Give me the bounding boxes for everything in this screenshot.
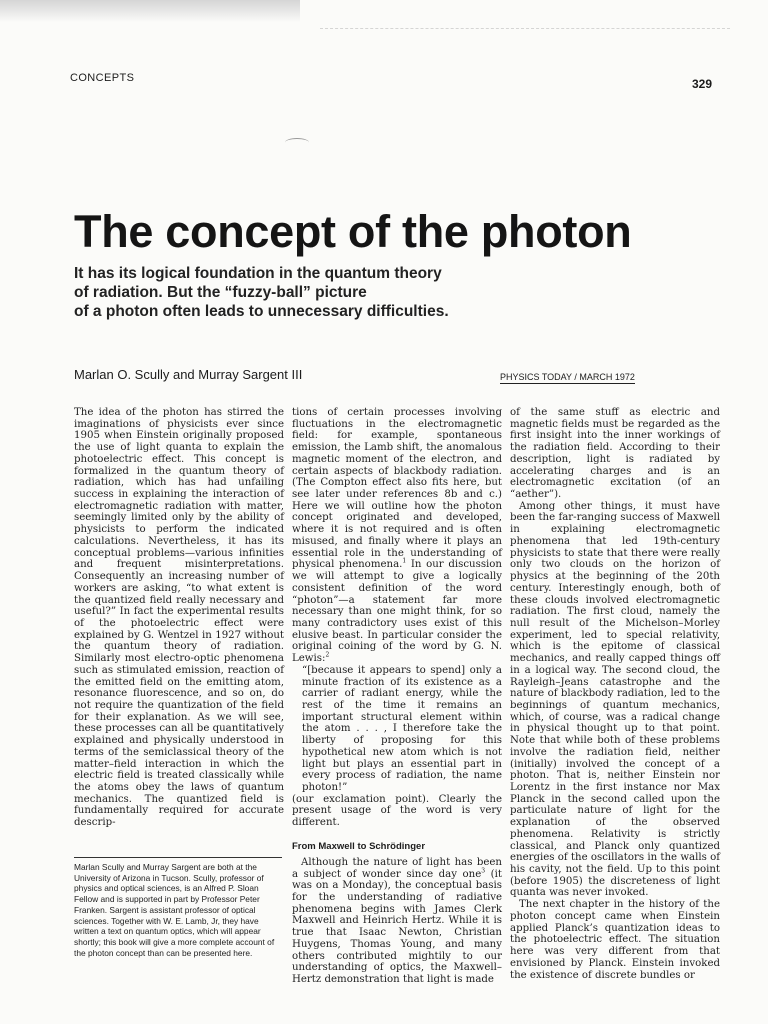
- footnote-ref: 2: [325, 651, 330, 659]
- page-number: 329: [691, 77, 712, 91]
- article-title: The concept of the photon: [74, 206, 632, 257]
- paragraph: [292, 407, 502, 665]
- paragraph-text: In our discussion we will attempt to give a logically consistent definition of the word “photon”—a statement far more necessary than one might think, for so many contradictory uses exist of this elusive beast. In particular consider the original coining of the word by G. N. Lewis:: [292, 559, 502, 665]
- paragraph-text: tions of certain processes involving fluctuations in the electromagnetic field: for example, spontaneous emission, the Lamb shift, the anomalous magnetic moment of the electron, and certain aspects of blackbody radiation. (The Compton effect also fits here, but see later under references 8b and c.) Here we will outline how the photon concept originated and developed, where it is not required and is often misused, and finally where it plays an essential role in the understanding of physical phenomena.: [292, 407, 502, 571]
- author-bio-note: Marlan Scully and Murray Sargent are both at the University of Arizona in Tucson. Scully, professor of physics and optical sciences, is an Alfred P. Sloan Fellow and is supported in part by Professor Peter Franken. Sargent is assistant professor of optical sciences. Together with W. E. Lamb, Jr, they have written a text on quantum optics, which will appear shortly; this book will give a more complete account of the photon concept than can be presented here.: [74, 857, 282, 958]
- subtitle-line: of a photon often leads to unnecessary difficulties.: [74, 303, 449, 320]
- text-column-1: [74, 407, 284, 829]
- paragraph: The idea of the photon has stirred the imaginations of physicists ever since 1905 when Einstein originally proposed the use of light quanta to explain the photoelectric effect. This concept is formalized in the quantum theory of radiation, which has had unfailing success in explaining the interaction of electromagnetic radiation with matter, seemingly limited only by the ability of physicists to perform the indicated calculations. Nevertheless, it has its conceptual problems—various infinities and frequent misinterpretations. Consequently an increasing number of workers are asking, “to what extent is the quantized field really necessary and useful?” In fact the experimental results of the photoelectric effect were explained by G. Wentzel in 1927 without the quantum theory of radiation. Similarly most electro-optic phenomena such as stimulated emission, reaction of the emitted field on the emitting atom, resonance fluorescence, and so on, do not require the quantization of the field for their explanation. As we will see, these processes can all be quantitatively explained and physically understood in terms of the semiclassical theory of the matter–field interaction in which the electric field is treated classically while the atoms obey the laws of quantum mechanics. The quantized field is fundamentally required for accurate descrip-: [74, 407, 284, 829]
- journal-citation: PHYSICS TODAY / MARCH 1972: [500, 372, 635, 382]
- footnote-ref: 1: [402, 557, 407, 565]
- subtitle-line: It has its logical foundation in the quantum theory: [74, 265, 442, 282]
- text-column-3: [510, 407, 720, 981]
- paragraph: The next chapter in the history of the photon concept came when Einstein applied Planck’s quantization ideas to the photoelectric effect. The situation here was very different from that envisioned by Planck. Einstein invoked the existence of discrete bundles or: [510, 899, 720, 981]
- text-column-2: [292, 407, 502, 986]
- scan-artifact-dots: [320, 28, 730, 35]
- article-subtitle: [74, 264, 544, 321]
- paragraph-text: Although the nature of light has been a subject of wonder since day one: [292, 856, 502, 880]
- section-heading: From Maxwell to Schrödinger: [292, 840, 426, 852]
- paragraph: [292, 857, 502, 986]
- paragraph: of the same stuff as electric and magnetic fields must be regarded as the first insight into the inner workings of the radiation field. According to their description, light is radiated by accelerating charges and is an electromagnetic excitation (of an “aether”).: [510, 407, 720, 501]
- paragraph: Among other things, it must have been the far-ranging success of Maxwell in explaining electromagnetic phenomena that led 19th-century physicists to state that there were really only two clouds on the horizon of physics at the beginning of the 20th century. Interestingly enough, both of these clouds involved electromagnetic radiation. The first cloud, namely the null result of the Michelson–Morley experiment, led to special relativity, which is the epitome of classical mechanics, and really capped things off in a logical way. The second cloud, the Rayleigh–Jeans catastrophe and the nature of blackbody radiation, led to the beginnings of quantum mechanics, which, of course, was a radical change in physical thought up to that point. Note that while both of these problems involve the radiation field, neither (initially) involved the concept of a photon. That is, neither Einstein nor Lorentz in the first instance nor Max Planck in the second called upon the particulate nature of light for the explanation of the observed phenomena. Relativity is strictly classical, and Planck only quantized energies of the oscillators in the walls of his cavity, not the field. Up to this point (before 1905) the discreteness of light quanta was never invoked.: [510, 500, 720, 899]
- subtitle-line: of radiation. But the “fuzzy-ball” picture: [74, 284, 367, 301]
- block-quote: “[because it appears to spend] only a minute fraction of its existence as a carrier of radiant energy, while the rest of the time it remains an important structural element within the atom . . . , I therefore take the liberty of proposing for this hypothetical new atom which is not light but plays an essential part in every process of radiation, the name photon!”: [302, 664, 502, 793]
- paragraph-text: (it was on a Monday), the conceptual basis for the understanding of radiative phenomena begins with James Clerk Maxwell and Heinrich Hertz. While it is true that Isaac Newton, Christian Huygens, Thomas Young, and many others contributed mightily to our understanding of optics, the Maxwell–Hertz demonstration that light is made: [292, 868, 502, 986]
- authors: Marlan O. Scully and Murray Sargent III: [74, 367, 303, 382]
- footnote-ref: 3: [481, 867, 486, 875]
- scan-artifact: [0, 0, 300, 22]
- paragraph: (our exclamation point). Clearly the present usage of the word is very different.: [292, 793, 502, 829]
- scan-mark: [285, 138, 309, 147]
- section-label: CONCEPTS: [70, 72, 135, 84]
